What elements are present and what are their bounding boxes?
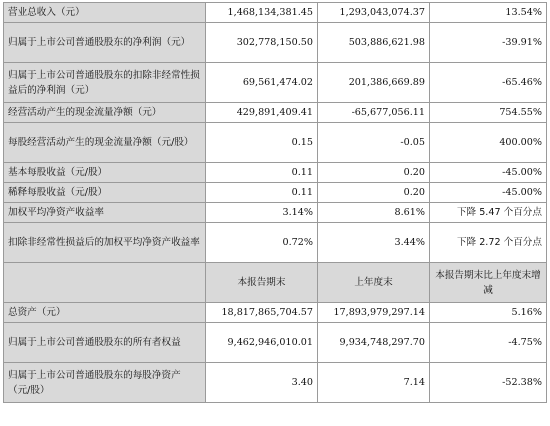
change-value: 下降 2.72 个百分点	[430, 223, 547, 263]
header-change: 本报告期末比上年度末增减	[430, 263, 547, 303]
previous-value: 17,893,979,297.14	[318, 303, 430, 323]
change-value: -45.00%	[430, 163, 547, 183]
row-label: 归属于上市公司普通股股东的所有者权益	[4, 323, 206, 363]
current-value: 0.11	[206, 183, 318, 203]
table-row	[4, 303, 547, 323]
table-row	[4, 23, 547, 63]
previous-value: 0.20	[318, 163, 430, 183]
row-label: 稀释每股收益（元/股）	[4, 183, 206, 203]
previous-value: 9,934,748,297.70	[318, 323, 430, 363]
previous-value: 3.44%	[318, 223, 430, 263]
table-row	[4, 223, 547, 263]
table-row	[4, 183, 547, 203]
current-value: 18,817,865,704.57	[206, 303, 318, 323]
previous-value: 503,886,621.98	[318, 23, 430, 63]
row-label: 归属于上市公司普通股股东的净利润（元）	[4, 23, 206, 63]
current-value: 0.11	[206, 163, 318, 183]
table-header-row	[4, 263, 547, 303]
change-value: 下降 5.47 个百分点	[430, 203, 547, 223]
current-value: 1,468,134,381.45	[206, 3, 318, 23]
previous-value: 0.20	[318, 183, 430, 203]
table-row	[4, 363, 547, 403]
previous-value: -0.05	[318, 123, 430, 163]
previous-value: 8.61%	[318, 203, 430, 223]
change-value: 13.54%	[430, 3, 547, 23]
previous-value: -65,677,056.11	[318, 103, 430, 123]
row-label: 经营活动产生的现金流量净额（元）	[4, 103, 206, 123]
change-value: -39.91%	[430, 23, 547, 63]
table-row	[4, 63, 547, 103]
table-row	[4, 123, 547, 163]
current-value: 3.14%	[206, 203, 318, 223]
current-value: 3.40	[206, 363, 318, 403]
current-value: 0.15	[206, 123, 318, 163]
table-row	[4, 3, 547, 23]
change-value: -65.46%	[430, 63, 547, 103]
financial-summary	[3, 2, 546, 403]
current-value: 302,778,150.50	[206, 23, 318, 63]
row-label: 每股经营活动产生的现金流量净额（元/股）	[4, 123, 206, 163]
previous-value: 1,293,043,074.37	[318, 3, 430, 23]
current-value: 9,462,946,010.01	[206, 323, 318, 363]
header-previous-year-end: 上年度末	[318, 263, 430, 303]
change-value: 5.16%	[430, 303, 547, 323]
change-value: -52.38%	[430, 363, 547, 403]
header-blank	[4, 263, 206, 303]
previous-value: 201,386,669.89	[318, 63, 430, 103]
row-label: 营业总收入（元）	[4, 3, 206, 23]
table-row	[4, 203, 547, 223]
row-label: 基本每股收益（元/股）	[4, 163, 206, 183]
row-label: 总资产（元）	[4, 303, 206, 323]
current-value: 429,891,409.41	[206, 103, 318, 123]
change-value: -45.00%	[430, 183, 547, 203]
table-row	[4, 163, 547, 183]
current-value: 69,561,474.02	[206, 63, 318, 103]
change-value: 754.55%	[430, 103, 547, 123]
change-value: 400.00%	[430, 123, 547, 163]
previous-value: 7.14	[318, 363, 430, 403]
row-label: 归属于上市公司普通股股东的每股净资产（元/股）	[4, 363, 206, 403]
row-label: 归属于上市公司普通股股东的扣除非经常性损益后的净利润（元）	[4, 63, 206, 103]
table-row	[4, 103, 547, 123]
table-row	[4, 323, 547, 363]
change-value: -4.75%	[430, 323, 547, 363]
financial-table	[3, 2, 547, 403]
current-value: 0.72%	[206, 223, 318, 263]
header-current-period-end: 本报告期末	[206, 263, 318, 303]
row-label: 加权平均净资产收益率	[4, 203, 206, 223]
row-label: 扣除非经常性损益后的加权平均净资产收益率	[4, 223, 206, 263]
